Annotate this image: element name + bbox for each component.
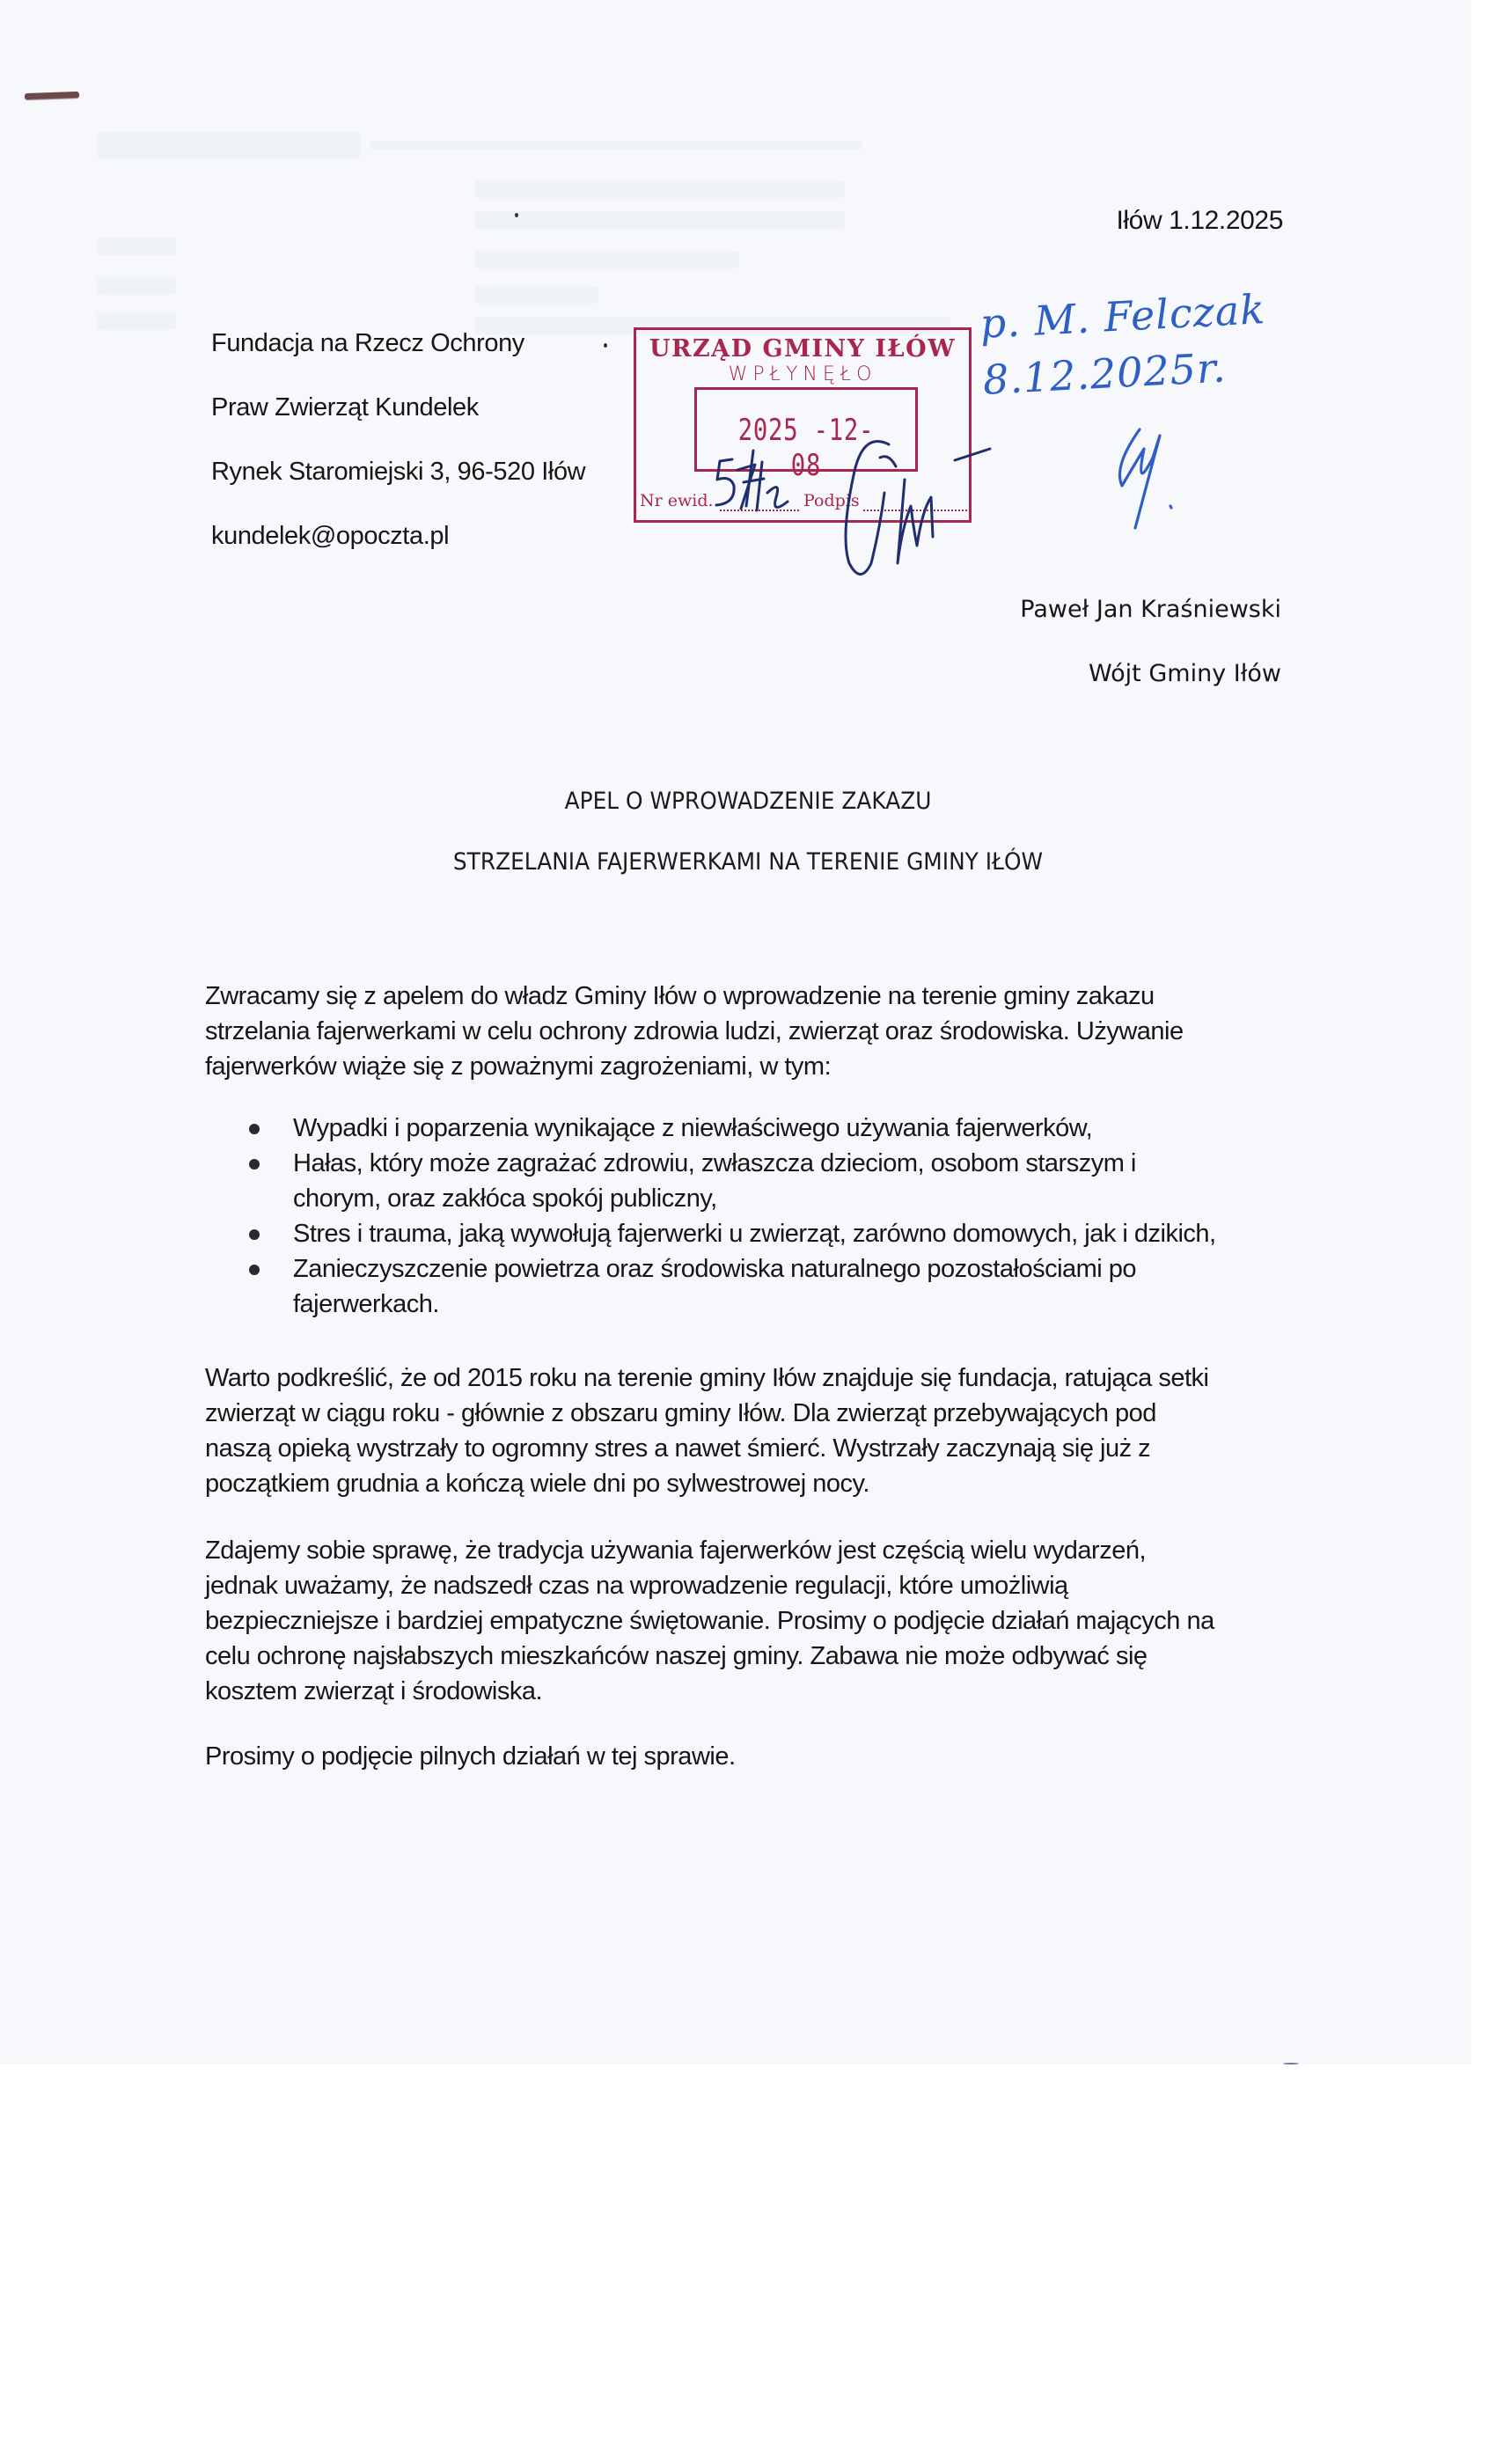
text-line: jednak uważamy, że nadszedł czas na wprowadzenie regulacji, które umożliwią <box>205 1572 1068 1600</box>
intro-paragraph <box>205 979 1296 1084</box>
subject-line-1: APEL O WPROWADZENIE ZAKAZU <box>564 788 932 815</box>
stamp-signature-dotted-line <box>863 510 967 511</box>
text-line: fajerwerkach. <box>293 1290 439 1318</box>
foundation-paragraph <box>205 1360 1296 1501</box>
bullet-icon <box>249 1229 260 1240</box>
list-item <box>245 1111 1292 1146</box>
tradition-paragraph <box>205 1533 1296 1709</box>
scanner-bed-margin <box>0 2064 1496 2464</box>
text-line: zwierząt w ciągu roku - głównie z obszaru gminy Iłów. Dla zwierząt przebywających pod <box>205 1399 1156 1427</box>
text-line: celu ochronę najsłabszych mieszkańców naszej gminy. Zabawa nie może odbywać się <box>205 1642 1148 1670</box>
text-line: naszą opieką wystrzały to ogromny stres a nawet śmierć. Wystrzały zaczynają się już z <box>205 1434 1151 1463</box>
text-line: Zanieczyszczenie powietrza oraz środowiska naturalnego pozostałościami po <box>293 1255 1137 1283</box>
list-item <box>245 1216 1292 1251</box>
closing-paragraph <box>205 1739 1296 1774</box>
list-item <box>245 1251 1292 1322</box>
speck <box>604 343 607 348</box>
bleed-through-mark <box>475 286 598 304</box>
bleed-through-mark <box>475 211 845 229</box>
stamp-office-name: URZĄD GMINY IŁÓW <box>649 335 957 363</box>
bleed-through-mark <box>97 277 176 295</box>
text-line: Hałas, który może zagrażać zdrowiu, zwłaszcza dzieciom, osobom starszym i <box>293 1149 1136 1177</box>
text-line: chorym, oraz zakłóca spokój publiczny, <box>293 1184 717 1213</box>
hazards-list <box>245 1111 1292 1322</box>
text-line: Wypadki i poparzenia wynikające z niewłaściwego używania fajerwerków, <box>293 1114 1093 1142</box>
handwritten-annotation: p. M. Felczak 8.12.2025r. <box>979 285 1267 404</box>
text-line: strzelania fajerwerkami w celu ochrony zdrowia ludzi, zwierząt oraz środowiska. Używanie <box>205 1017 1184 1045</box>
text-line: Warto podkreślić, że od 2015 roku na terenie gminy Iłów znajduje się fundacja, ratująca setki <box>205 1364 1209 1392</box>
list-item <box>245 1146 1292 1216</box>
speck <box>1283 2063 1299 2064</box>
bleed-through-mark <box>370 141 862 150</box>
bleed-through-mark <box>475 180 845 198</box>
bullet-icon <box>249 1265 260 1275</box>
sender-email: kundelek@opoczta.pl <box>211 522 450 550</box>
stamp-registry-dotted-line <box>720 510 799 511</box>
addressee-title: Wójt Gminy Iłów <box>1089 660 1281 687</box>
sender-address: Rynek Staromiejski 3, 96-520 Iłów <box>211 458 586 486</box>
bullet-icon <box>249 1124 260 1134</box>
bleed-through-mark <box>475 251 739 268</box>
subject-line-2: STRZELANIA FAJERWERKAMI NA TERENIE GMINY IŁÓW <box>452 848 1044 876</box>
text-line: kosztem zwierząt i środowiska. <box>205 1677 543 1705</box>
text-line: Zwracamy się z apelem do władz Gminy Iłów o wprowadzenie na terenie gminy zakazu <box>205 982 1155 1010</box>
sender-line-2: Praw Zwierząt Kundelek <box>211 393 479 422</box>
stamp-received-label: WPŁYNĘŁO <box>728 363 877 385</box>
closing-line: Prosimy o podjęcie pilnych działań w tej sprawie. <box>205 1742 736 1771</box>
bleed-through-mark <box>97 312 176 330</box>
stamp-signature-label: Podpis <box>803 491 860 510</box>
stamp-received-date: 2025 -12- 08 <box>737 413 875 483</box>
bleed-through-mark <box>97 238 176 255</box>
place-date: Iłów 1.12.2025 <box>1116 206 1283 235</box>
received-stamp <box>634 327 972 523</box>
bleed-through-mark <box>97 132 361 158</box>
text-line: początkiem grudnia a kończą wiele dni po sylwestrowej nocy. <box>205 1470 869 1498</box>
text-line: Stres i trauma, jaką wywołują fajerwerki u zwierząt, zarówno domowych, jak i dzikich, <box>293 1220 1216 1248</box>
speck <box>515 213 518 217</box>
text-line: Zdajemy sobie sprawę, że tradycja używania fajerwerków jest częścią wielu wydarzeń, <box>205 1536 1147 1565</box>
stamp-date-box <box>694 387 918 483</box>
text-line: fajerwerków wiąże się z poważnymi zagrożeniami, w tym: <box>205 1052 832 1081</box>
sender-line-1: Fundacja na Rzecz Ochrony <box>211 329 524 357</box>
stamp-registry-label: Nr ewid. <box>640 491 714 510</box>
text-line: bezpieczniejsze i bardziej empatyczne świętowanie. Prosimy o podjęcie działań mających na <box>205 1607 1214 1635</box>
addressee-name: Paweł Jan Kraśniewski <box>1020 596 1281 623</box>
bullet-icon <box>249 1159 260 1170</box>
